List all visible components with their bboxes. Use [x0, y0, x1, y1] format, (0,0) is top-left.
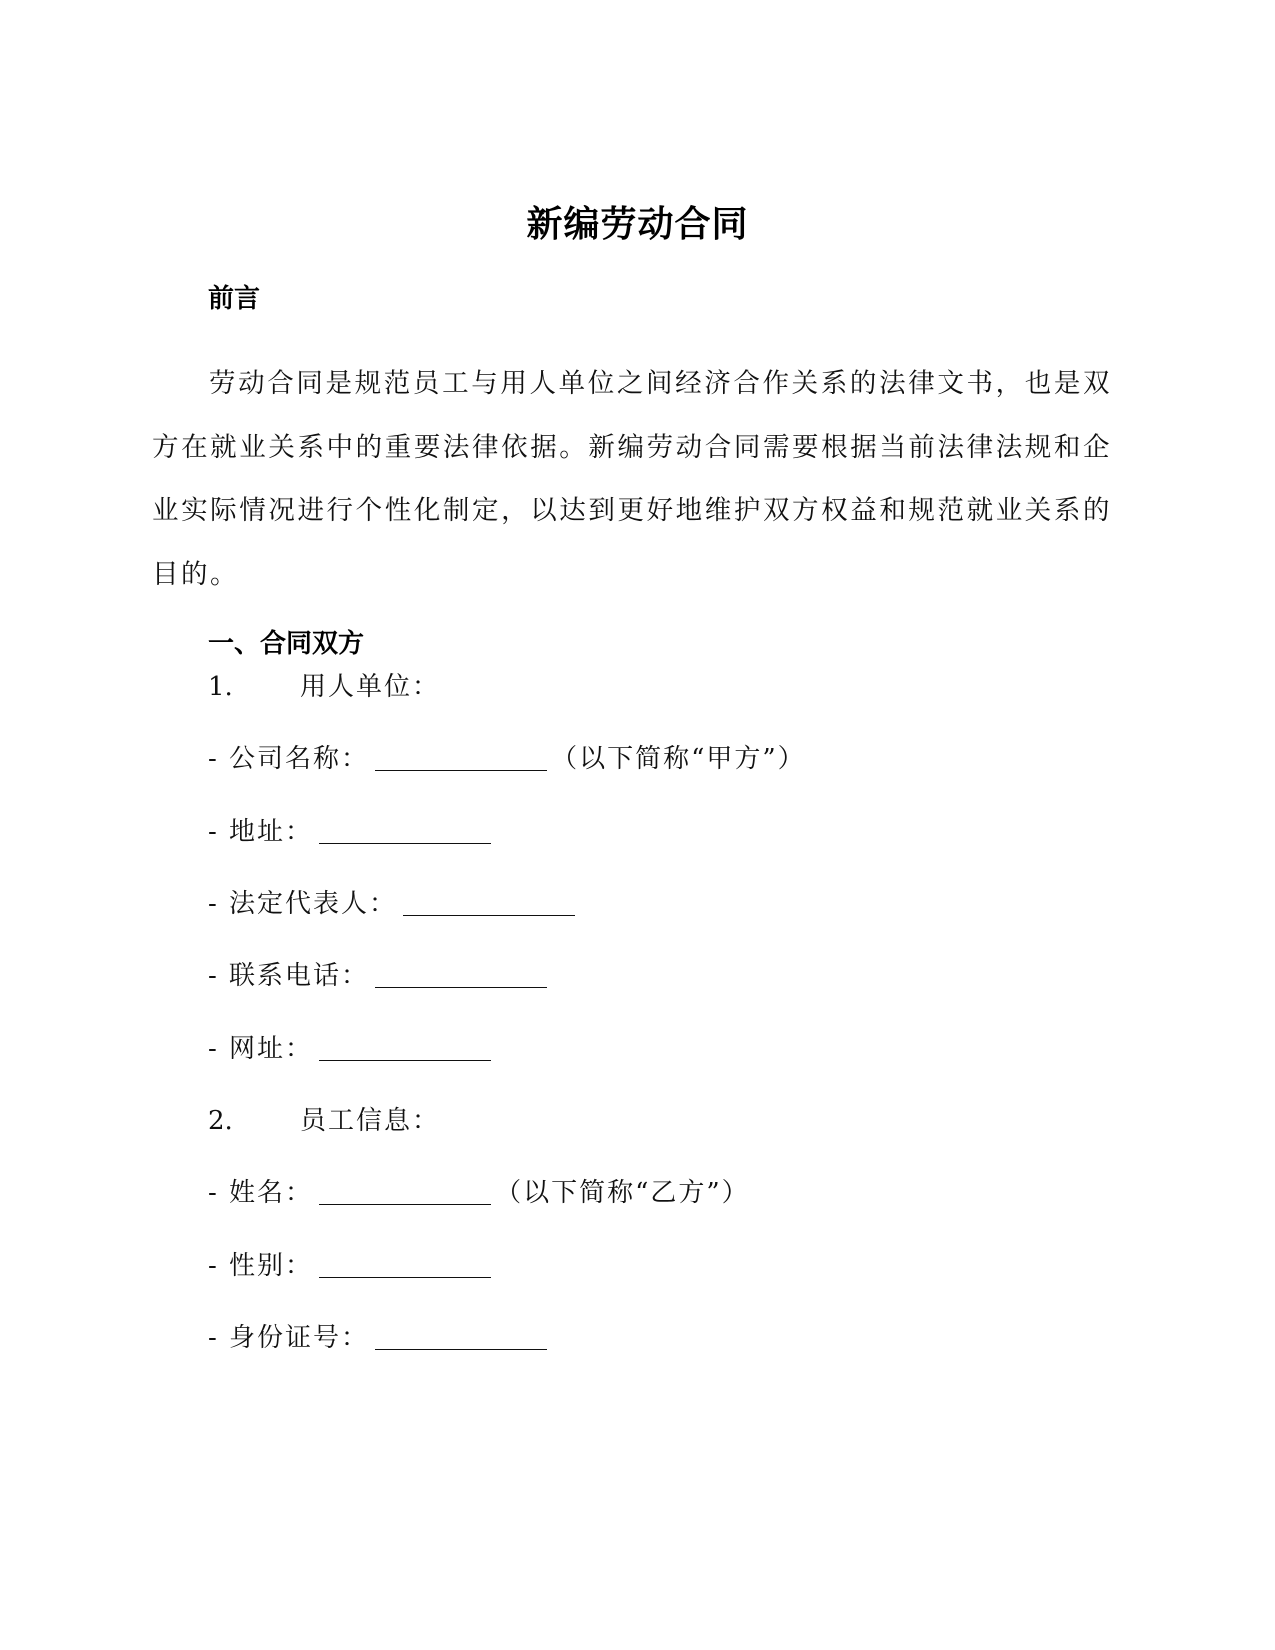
field-label: - 性别：: [208, 1251, 314, 1281]
document-title: 新编劳动合同: [526, 204, 749, 245]
section-heading-parties: 一、合同双方: [208, 629, 365, 659]
field-id-number: [208, 1319, 551, 1357]
blank-line: [375, 744, 547, 771]
field-gender: [208, 1247, 495, 1285]
field-label: - 法定代表人：: [208, 889, 398, 919]
field-label: - 身份证号：: [208, 1323, 370, 1353]
employer-label: 用人单位：: [300, 672, 441, 702]
field-website: [208, 1030, 495, 1068]
blank-line: [319, 817, 491, 844]
field-employee-name: [208, 1174, 750, 1212]
employee-item: [208, 1102, 440, 1140]
preface-heading: 前言: [208, 284, 261, 314]
blank-line: [319, 1178, 491, 1205]
field-legal-representative: [208, 885, 579, 923]
employee-label: 员工信息：: [300, 1106, 441, 1136]
preface-paragraph: 劳动合同是规范员工与用人单位之间经济合作关系的法律文书，也是双方在就业关系中的重要法律依据。新编劳动合同需要根据当前法律法规和企业实际情况进行个性化制定，以达到更好地维护双方权益和规范就业关系的目的。: [152, 368, 1112, 590]
blank-line: [375, 1323, 547, 1350]
field-contact-phone: [208, 957, 551, 995]
employer-number: 1.: [208, 672, 233, 702]
blank-line: [403, 889, 575, 916]
blank-line: [375, 961, 547, 988]
field-label: - 地址：: [208, 817, 314, 847]
field-label: - 网址：: [208, 1034, 314, 1064]
field-label: - 公司名称：: [208, 744, 370, 774]
field-label: - 姓名：: [208, 1178, 314, 1208]
employer-item: [208, 668, 440, 706]
blank-line: [319, 1034, 491, 1061]
field-suffix: （以下简称“乙方”）: [495, 1178, 750, 1208]
blank-line: [319, 1251, 491, 1278]
field-suffix: （以下简称“甲方”）: [551, 744, 806, 774]
field-label: - 联系电话：: [208, 961, 370, 991]
field-company-name: [208, 740, 806, 778]
field-address: [208, 813, 495, 851]
employee-number: 2.: [208, 1106, 233, 1136]
